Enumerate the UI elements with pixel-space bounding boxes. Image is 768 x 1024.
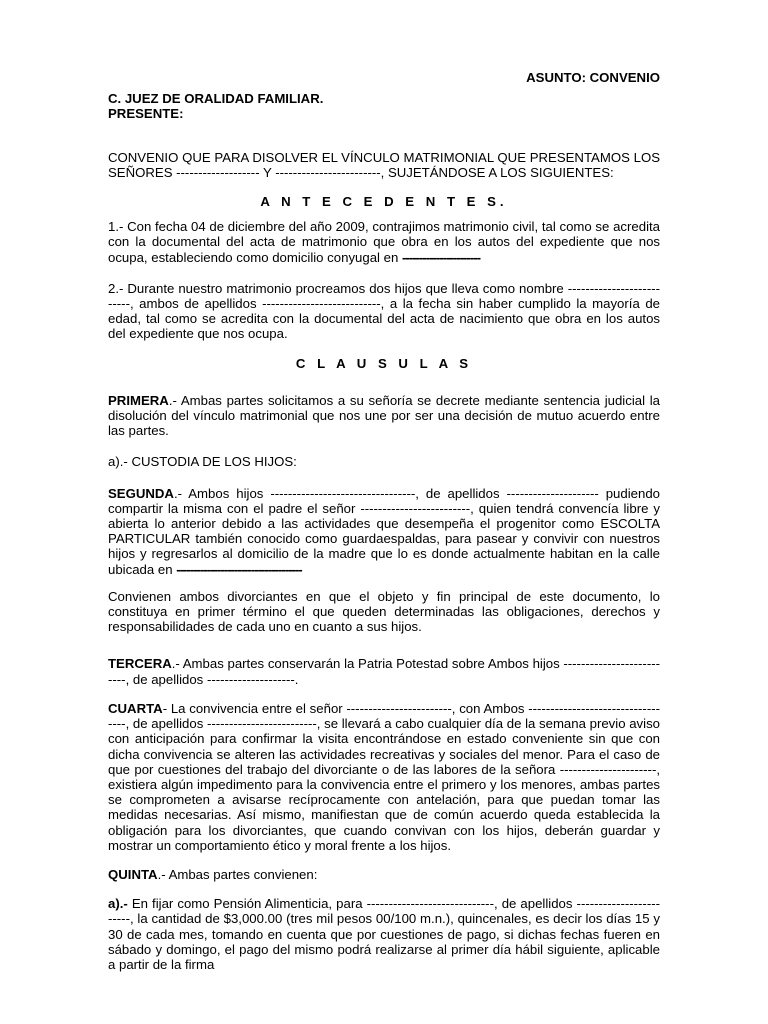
quinta-label: QUINTA (108, 866, 158, 882)
antecedente-1-text: 1.- Con fecha 04 de diciembre del año 2009, contrajimos matrimonio civil, tal como se acredita con la documental del acta de matrimonio que obra en los autos del expediente que nos ocupa, estableciendo como domicilio conyugal en (108, 219, 660, 265)
intro-paragraph: CONVENIO QUE PARA DISOLVER EL VÍNCULO MATRIMONIAL QUE PRESENTAMOS LOS SEÑORES ------------------- Y ------------------------, SUJETÁNDOSE A LOS SIGUIENTES: (108, 149, 660, 180)
domicilio-blank: ----------------------- (401, 249, 480, 265)
clausula-quinta (108, 867, 660, 882)
antecedentes-heading: A N T E C E D E N T E S. (260, 194, 508, 210)
tercera-text: .- Ambas partes conservarán la Patria Potestad sobre Ambos hijos --------------------------, de apellidos --------------------. (108, 656, 660, 687)
tercera-label: TERCERA (108, 656, 172, 672)
primera-text: .- Ambas partes solicitamos a su señoría se decrete mediante sentencia judicial la disolución del vínculo matrimonial que nos une por ser una decisión de mutuo acuerdo entre las partes. (108, 392, 660, 439)
custodia-heading: a).- CUSTODIA DE LOS HIJOS: (108, 454, 297, 470)
clausula-tercera (108, 656, 660, 686)
convienen-paragraph: Convienen ambos divorciantes en que el objeto y fin principal de este documento, lo constituya en primer término el que queden determinadas las obligaciones, derechos y responsabilidades de cada uno en cuanto a sus hijos. (108, 588, 660, 635)
asunto-line: ASUNTO: CONVENIO (526, 70, 660, 85)
segunda-text: .- Ambos hijos ---------------------------------, de apellidos --------------------- pudiendo compartir la misma con el padre el señor -------------------------, quien tendrá convencía libre y abierta lo anterior debido a las actividades que desempeña el progenitor como ESCOLTA PARTICULAR también conocido como guardaespaldas, para pasear y convivir con nuestros hijos y regresarlos al domicilio de la madre que lo es donde actualmente habitan en la calle ubicada en (108, 485, 660, 577)
primera-label: PRIMERA (108, 392, 169, 408)
clausula-cuarta (108, 701, 660, 853)
cuarta-label: CUARTA (108, 700, 163, 716)
quinta-inciso-a (108, 896, 660, 972)
addressee-line: C. JUEZ DE ORALIDAD FAMILIAR. (108, 91, 324, 107)
cuarta-text: - La convivencia entre el señor ------------------------, con Ambos ----------------------------------, de apellidos -------------------------, se llevará a cabo cualquier día de la semana previo aviso con anticipación para confirmar la visita encontrándose en estado conveniente sin que con dicha convivencia se alteren las actividades recreativas y sociales del menor. Para el caso de que por cuestiones del trabajo del divorciante o de las labores de la señora ----------------------, existiera algún impedimento para la convivencia entre el primero y los menores, ambas partes se comprometen a avisarse recíprocamente con antelación, para que puedan tomar las medidas necesarias. Así mismo, manifiestan que de común acuerdo queda establecida la obligación para los divorciantes, que cuando convivan con los hijos, deberán guardar y mostrar un comportamiento ético y moral frente a los hijos. (108, 700, 660, 853)
calle-blank: ------------------------------------- (176, 561, 302, 577)
antecedente-2: 2.- Durante nuestro matrimonio procreamos dos hijos que lleva como nombre --------------------------, ambos de apellidos ---------------------------, a la fecha sin haber cumplido la mayoría de edad, tal como se acredita con la documental del acta de nacimiento que obra en los autos del expediente que nos ocupa. (108, 280, 660, 342)
quinta-text: .- Ambas partes convienen: (157, 866, 318, 882)
document-page (108, 70, 660, 972)
clausulas-heading: C L A U S U L A S (295, 355, 473, 371)
clausula-segunda (108, 486, 660, 577)
antecedente-1 (108, 219, 660, 265)
clausula-primera (108, 393, 660, 439)
segunda-label: SEGUNDA (108, 485, 174, 501)
presente-line: PRESENTE: (108, 106, 184, 122)
inciso-a-text: En fijar como Pensión Alimenticia, para -----------------------------, de apellidos ------------------------, la cantidad de $3,000.00 (tres mil pesos 00/100 m.n.), quincenales, es decir los días 15 y 30 de cada mes, tomando en cuenta que por cuestiones de pago, si dichas fechas fueren en sábado y domingo, el pago del mismo podrá realizarse al primer día hábil siguiente, aplicable a partir de la firma (108, 896, 660, 972)
inciso-a-label: a).- (108, 896, 128, 912)
